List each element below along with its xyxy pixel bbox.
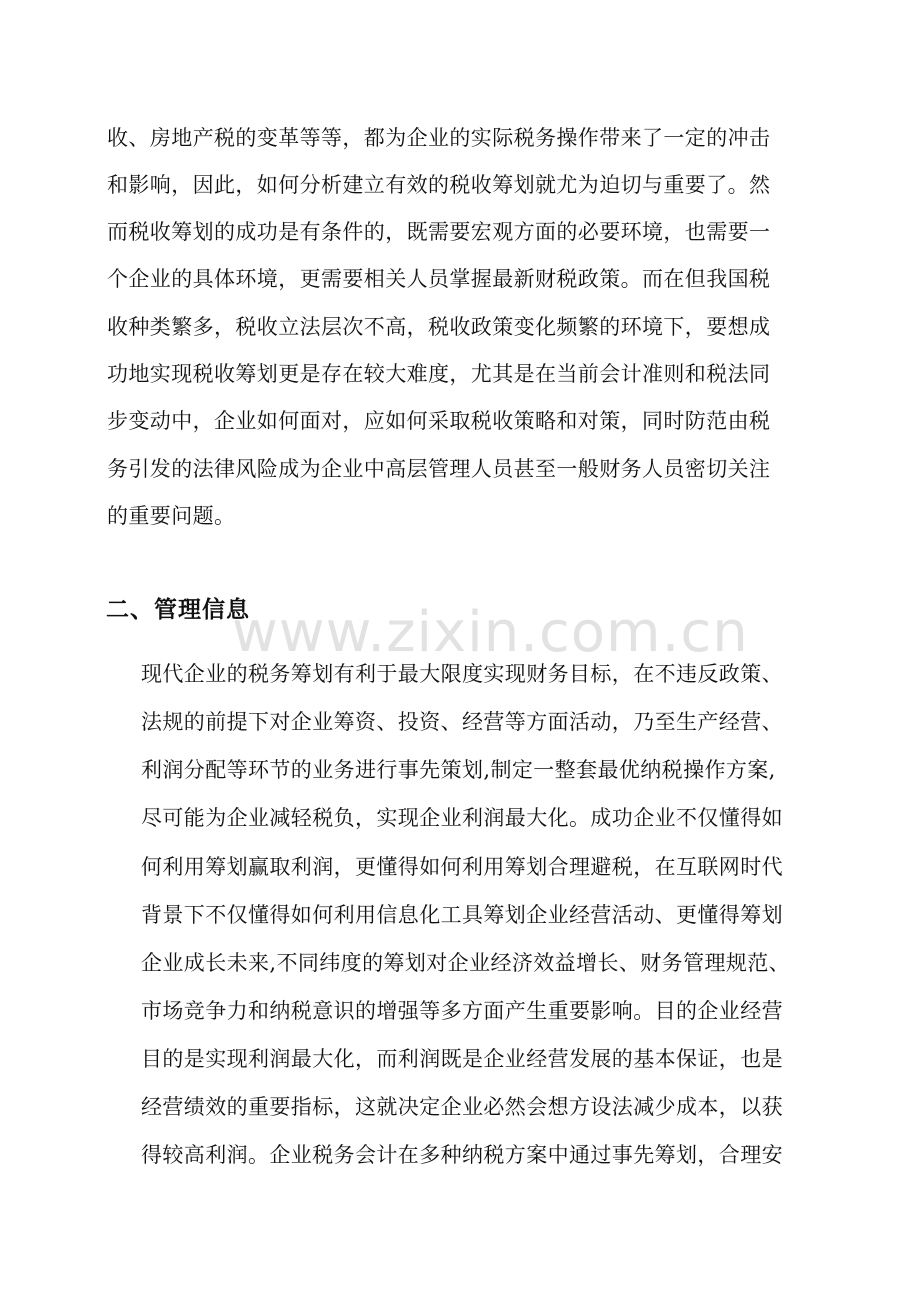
- text-line: 利润分配等环节的业务进行事先策划,制定一整套最优纳税操作方案,: [141, 758, 776, 782]
- text-line: 收、房地产税的变革等等，都为企业的实际税务操作带来了一定的冲击: [107, 126, 771, 150]
- text-line: 的重要问题。: [107, 504, 236, 528]
- text-line: 现代企业的税务筹划有利于最大限度实现财务目标，在不违反政策、: [141, 662, 783, 686]
- text-line: 步变动中，企业如何面对，应如何采取税收策略和对策，同时防范由税: [107, 409, 771, 433]
- text-line: 经营绩效的重要指标，这就决定企业必然会想方设法减少成本，以获: [141, 1095, 783, 1119]
- text-line: 而税收筹划的成功是有条件的，既需要宏观方面的必要环境，也需要一: [107, 220, 771, 244]
- text-line: 功地实现税收筹划更是存在较大难度，尤其是在当前会计准则和税法同: [107, 362, 771, 386]
- text-line: 务引发的法律风险成为企业中高层管理人员甚至一般财务人员密切关注: [107, 457, 771, 481]
- text-line: 市场竞争力和纳税意识的增强等多方面产生重要影响。目的企业经营: [141, 999, 783, 1023]
- text-line: 个企业的具体环境，更需要相关人员掌握最新财税政策。而在但我国税: [107, 267, 771, 291]
- watermark-text: www.zixin.com.cn: [232, 600, 749, 665]
- text-line: 背景下不仅懂得如何利用信息化工具筹划企业经营活动、更懂得筹划: [141, 903, 783, 927]
- text-line: 法规的前提下对企业筹资、投资、经营等方面活动，乃至生产经营、: [141, 710, 783, 734]
- text-line: 何利用筹划赢取利润，更懂得如何利用筹划合理避税，在互联网时代: [141, 855, 783, 879]
- section-heading: 二、管理信息: [106, 597, 250, 623]
- text-line: 目的是实现利润最大化，而利润既是企业经营发展的基本保证，也是: [141, 1047, 783, 1071]
- text-line: 得较高利润。企业税务会计在多种纳税方案中通过事先筹划，合理安: [141, 1143, 783, 1167]
- text-line: 和影响，因此，如何分析建立有效的税收筹划就尤为迫切与重要了。然: [107, 173, 771, 197]
- text-line: 企业成长未来,不同纬度的筹划对企业经济效益增长、财务管理规范、: [141, 951, 791, 975]
- text-line: 尽可能为企业减轻税负，实现企业利润最大化。成功企业不仅懂得如: [141, 806, 783, 830]
- text-line: 收种类繁多，税收立法层次不高，税收政策变化频繁的环境下，要想成: [107, 315, 771, 339]
